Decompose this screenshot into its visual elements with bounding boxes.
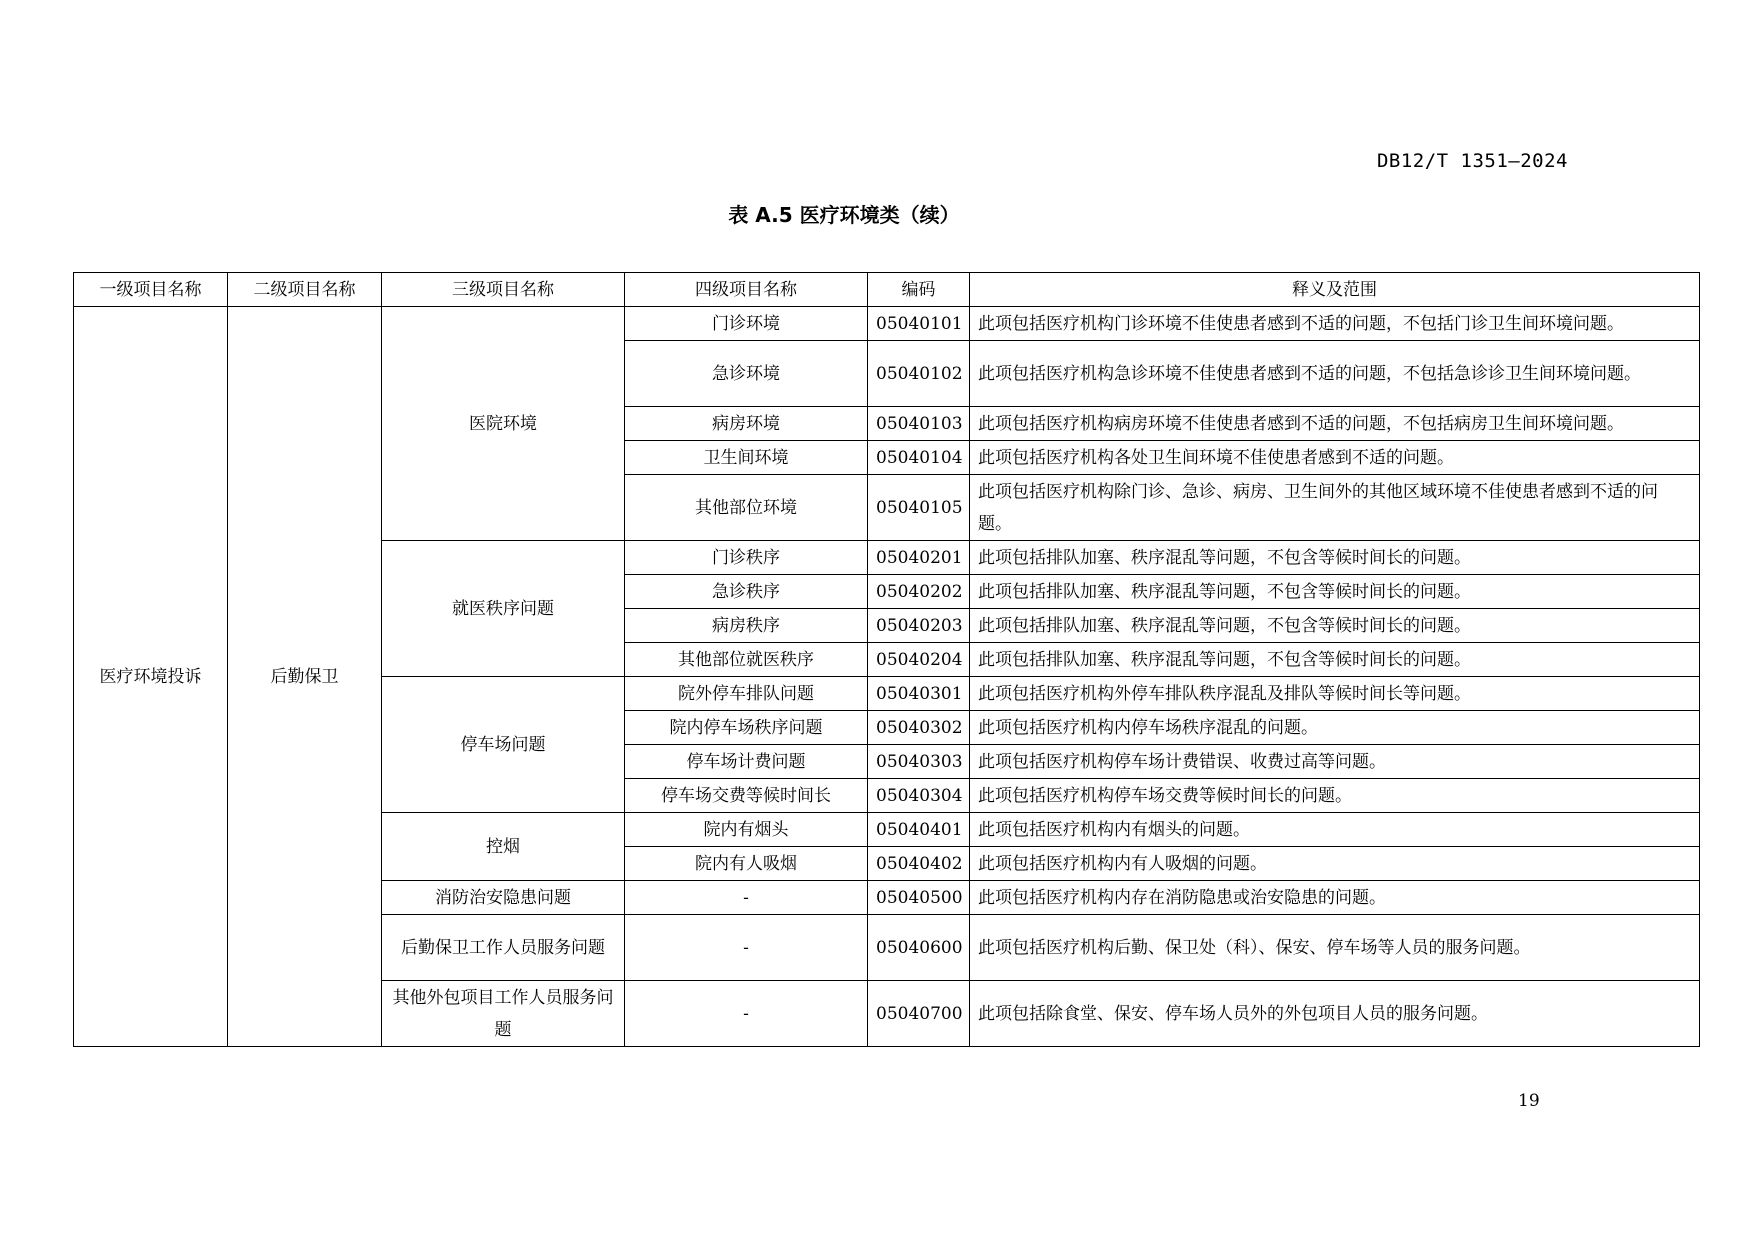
level4-cell: 门诊环境 xyxy=(625,307,868,341)
level4-cell: 卫生间环境 xyxy=(625,441,868,475)
code-cell: 05040700 xyxy=(868,981,970,1047)
code-cell: 05040201 xyxy=(868,541,970,575)
code-cell: 05040301 xyxy=(868,677,970,711)
code-cell: 05040304 xyxy=(868,779,970,813)
level4-cell: - xyxy=(625,881,868,915)
level4-cell: 其他部位环境 xyxy=(625,475,868,541)
code-cell: 05040600 xyxy=(868,915,970,981)
description-cell: 此项包括医疗机构急诊环境不佳使患者感到不适的问题，不包括急诊诊卫生间环境问题。 xyxy=(970,341,1700,407)
description-cell: 此项包括医疗机构停车场计费错误、收费过高等问题。 xyxy=(970,745,1700,779)
table-title: 表 A.5 医疗环境类（续） xyxy=(728,203,960,227)
level4-cell: 病房秩序 xyxy=(625,609,868,643)
code-cell: 05040101 xyxy=(868,307,970,341)
column-header: 三级项目名称 xyxy=(382,273,625,307)
level4-cell: 院内有人吸烟 xyxy=(625,847,868,881)
level4-cell: 院内停车场秩序问题 xyxy=(625,711,868,745)
level4-cell: 其他部位就医秩序 xyxy=(625,643,868,677)
description-cell: 此项包括医疗机构外停车排队秩序混乱及排队等候时间长等问题。 xyxy=(970,677,1700,711)
description-cell: 此项包括排队加塞、秩序混乱等问题，不包含等候时间长的问题。 xyxy=(970,609,1700,643)
level2-cell: 后勤保卫 xyxy=(228,307,382,1047)
level3-cell: 其他外包项目工作人员服务问题 xyxy=(382,981,625,1047)
column-header: 释义及范围 xyxy=(970,273,1700,307)
level4-cell: - xyxy=(625,915,868,981)
level4-cell: 门诊秩序 xyxy=(625,541,868,575)
code-cell: 05040303 xyxy=(868,745,970,779)
table-header-row xyxy=(74,273,1700,307)
level3-cell: 医院环境 xyxy=(382,307,625,541)
level4-cell: 急诊秩序 xyxy=(625,575,868,609)
level3-cell: 控烟 xyxy=(382,813,625,881)
code-cell: 05040103 xyxy=(868,407,970,441)
code-cell: 05040203 xyxy=(868,609,970,643)
level4-cell: 急诊环境 xyxy=(625,341,868,407)
code-cell: 05040302 xyxy=(868,711,970,745)
level4-cell: - xyxy=(625,981,868,1047)
level3-cell: 就医秩序问题 xyxy=(382,541,625,677)
code-cell: 05040105 xyxy=(868,475,970,541)
classification-table xyxy=(73,272,1700,1047)
description-cell: 此项包括医疗机构内有烟头的问题。 xyxy=(970,813,1700,847)
description-cell: 此项包括排队加塞、秩序混乱等问题，不包含等候时间长的问题。 xyxy=(970,643,1700,677)
code-cell: 05040104 xyxy=(868,441,970,475)
code-cell: 05040204 xyxy=(868,643,970,677)
level4-cell: 病房环境 xyxy=(625,407,868,441)
level1-cell: 医疗环境投诉 xyxy=(74,307,228,1047)
description-cell: 此项包括医疗机构门诊环境不佳使患者感到不适的问题，不包括门诊卫生间环境问题。 xyxy=(970,307,1700,341)
level4-cell: 院外停车排队问题 xyxy=(625,677,868,711)
level4-cell: 停车场计费问题 xyxy=(625,745,868,779)
code-cell: 05040202 xyxy=(868,575,970,609)
code-cell: 05040500 xyxy=(868,881,970,915)
description-cell: 此项包括医疗机构后勤、保卫处（科）、保安、停车场等人员的服务问题。 xyxy=(970,915,1700,981)
description-cell: 此项包括医疗机构病房环境不佳使患者感到不适的问题，不包括病房卫生间环境问题。 xyxy=(970,407,1700,441)
description-cell: 此项包括除食堂、保安、停车场人员外的外包项目人员的服务问题。 xyxy=(970,981,1700,1047)
column-header: 编码 xyxy=(868,273,970,307)
description-cell: 此项包括医疗机构停车场交费等候时间长的问题。 xyxy=(970,779,1700,813)
column-header: 一级项目名称 xyxy=(74,273,228,307)
level3-cell: 停车场问题 xyxy=(382,677,625,813)
document-code: DB12/T 1351—2024 xyxy=(1376,150,1568,172)
level4-cell: 停车场交费等候时间长 xyxy=(625,779,868,813)
level3-cell: 后勤保卫工作人员服务问题 xyxy=(382,915,625,981)
code-cell: 05040401 xyxy=(868,813,970,847)
level3-cell: 消防治安隐患问题 xyxy=(382,881,625,915)
code-cell: 05040402 xyxy=(868,847,970,881)
description-cell: 此项包括医疗机构内有人吸烟的问题。 xyxy=(970,847,1700,881)
description-cell: 此项包括医疗机构各处卫生间环境不佳使患者感到不适的问题。 xyxy=(970,441,1700,475)
column-header: 二级项目名称 xyxy=(228,273,382,307)
level4-cell: 院内有烟头 xyxy=(625,813,868,847)
description-cell: 此项包括医疗机构内存在消防隐患或治安隐患的问题。 xyxy=(970,881,1700,915)
code-cell: 05040102 xyxy=(868,341,970,407)
description-cell: 此项包括排队加塞、秩序混乱等问题，不包含等候时间长的问题。 xyxy=(970,575,1700,609)
page-number: 19 xyxy=(1518,1091,1540,1111)
description-cell: 此项包括医疗机构除门诊、急诊、病房、卫生间外的其他区域环境不佳使患者感到不适的问题。 xyxy=(970,475,1700,541)
column-header: 四级项目名称 xyxy=(625,273,868,307)
description-cell: 此项包括医疗机构内停车场秩序混乱的问题。 xyxy=(970,711,1700,745)
table-row xyxy=(74,307,1700,341)
description-cell: 此项包括排队加塞、秩序混乱等问题，不包含等候时间长的问题。 xyxy=(970,541,1700,575)
